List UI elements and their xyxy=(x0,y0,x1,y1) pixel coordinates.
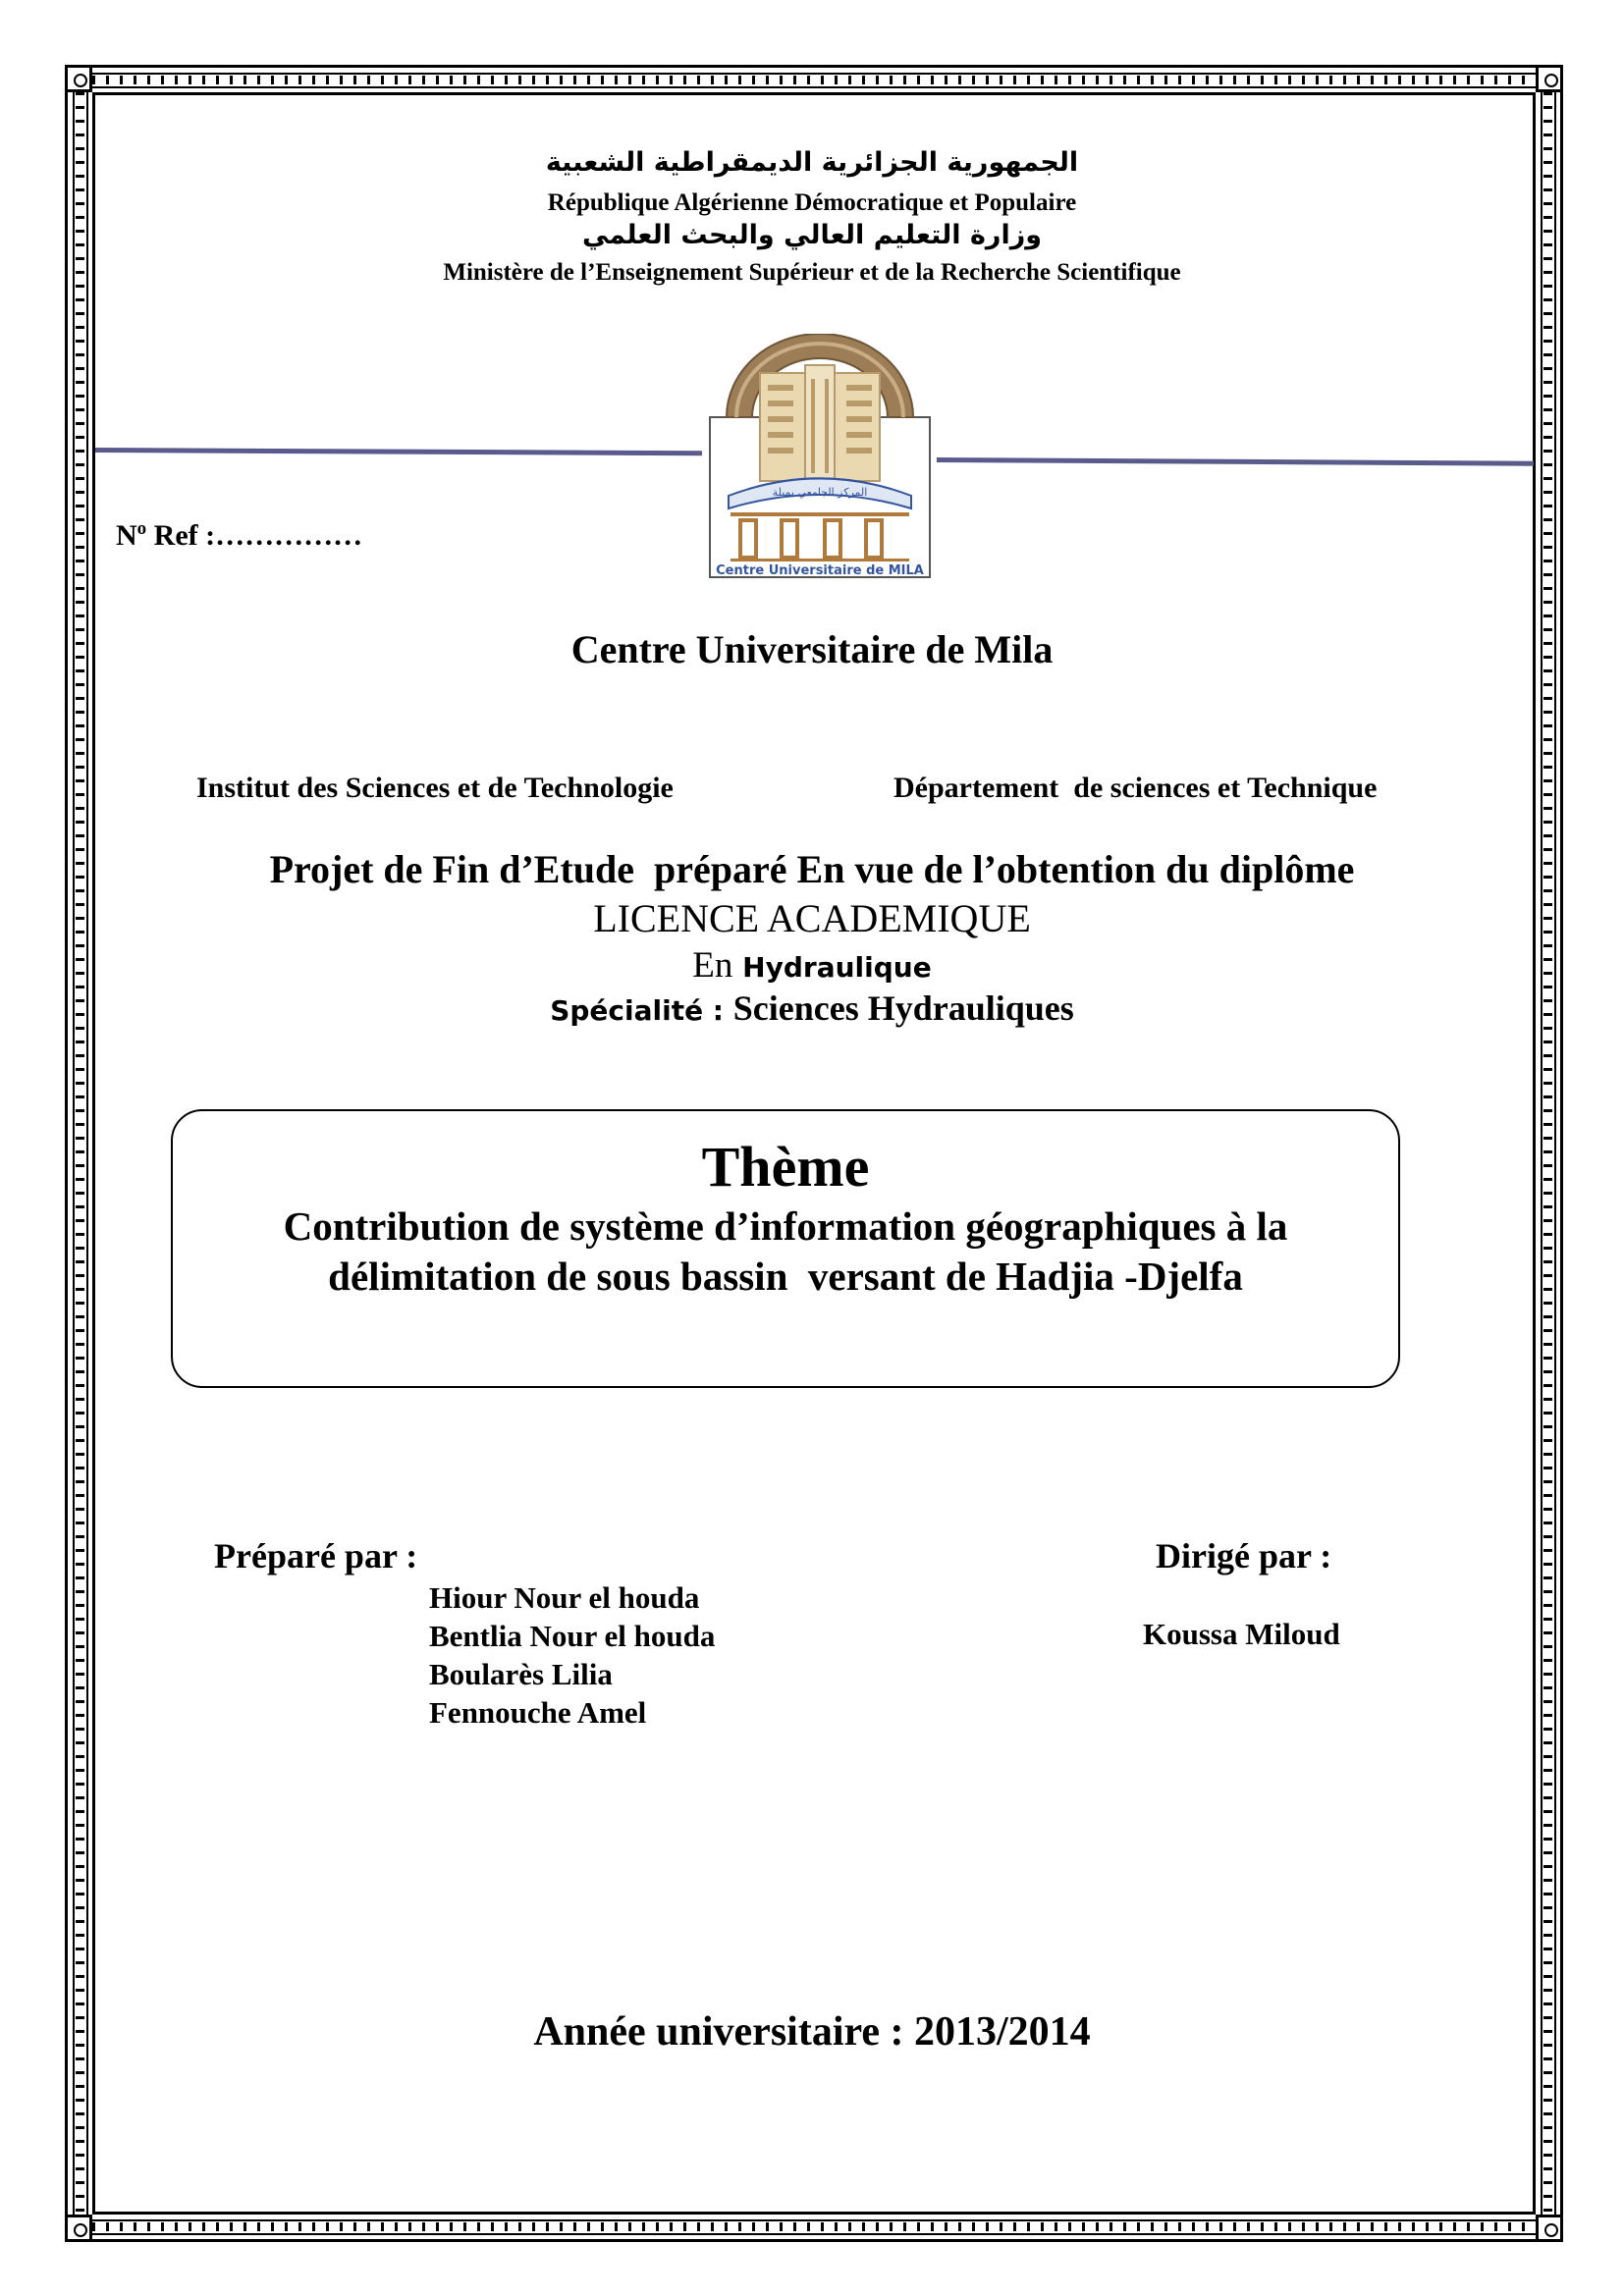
logo-caption: Centre Universitaire de MILA xyxy=(716,563,924,578)
institute-name: Institut des Sciences et de Technologie xyxy=(196,772,674,804)
specialty xyxy=(295,988,1329,1029)
author-name: Bentlia Nour el houda xyxy=(429,1619,716,1653)
reference-superscript: o xyxy=(136,518,147,539)
frame-corner-bottom-right xyxy=(1536,2215,1563,2242)
department-name: Département de sciences et Technique xyxy=(893,772,1378,804)
specialty-label: Spécialité : xyxy=(550,994,733,1027)
author-name: Hiour Nour el houda xyxy=(429,1580,700,1615)
header-arabic-republic: الجمهورية الجزائرية الديمقراطية الشعبية xyxy=(545,147,1079,178)
frame-border-top xyxy=(92,68,1536,92)
header-arabic-ministry: وزارة التعليم العالي والبحث العلمي xyxy=(581,220,1043,250)
theme-title-line-1: Contribution de système d’information géographiques à la xyxy=(283,1203,1288,1249)
header-republic: République Algérienne Démocratique et Populaire xyxy=(547,189,1077,216)
specialty-value: Sciences Hydrauliques xyxy=(732,988,1074,1028)
reference-prefix: N xyxy=(116,519,137,552)
project-title: Projet de Fin d’Etude préparé En vue de l’obtention du diplôme xyxy=(269,847,1355,891)
degree-field-prefix: En xyxy=(692,945,733,986)
frame-corner-top-left xyxy=(65,65,92,92)
author-name: Boularès Lilia xyxy=(429,1657,613,1691)
university-name: Centre Universitaire de Mila xyxy=(570,627,1054,671)
frame-border-left xyxy=(68,92,92,2215)
frame-border-right xyxy=(1536,92,1560,2215)
theme-title-line-2: délimitation de sous bassin versant de Hadjia -Djelfa xyxy=(328,1254,1243,1299)
supervisor-name: Koussa Miloud xyxy=(1143,1617,1340,1651)
author-name: Fennouche Amel xyxy=(429,1695,647,1730)
reference-label: Ref :…………… xyxy=(146,519,363,552)
degree-field-name: Hydraulique xyxy=(732,951,932,984)
prepared-by-list xyxy=(429,1578,715,1732)
academic-year: Année universitaire : 2013/2014 xyxy=(533,2009,1091,2055)
frame-border-bottom xyxy=(92,2215,1536,2239)
directed-by-label: Dirigé par : xyxy=(1156,1536,1332,1575)
header-ministry: Ministère de l’Enseignement Supérieur et de la Recherche Scientifique xyxy=(443,259,1181,286)
university-logo-graphic xyxy=(709,334,931,579)
prepared-by-label: Préparé par : xyxy=(214,1536,418,1575)
frame-corner-bottom-left xyxy=(65,2215,92,2242)
frame-corner-top-right xyxy=(1536,65,1563,92)
logo-arabic-caption: المركز الجامعي بميلة xyxy=(772,486,868,499)
degree-name: LICENCE ACADEMIQUE xyxy=(593,896,1031,940)
reference-number xyxy=(116,518,362,553)
university-logo xyxy=(709,334,931,579)
theme-heading: Thème xyxy=(701,1135,870,1199)
degree-field xyxy=(295,944,1329,987)
